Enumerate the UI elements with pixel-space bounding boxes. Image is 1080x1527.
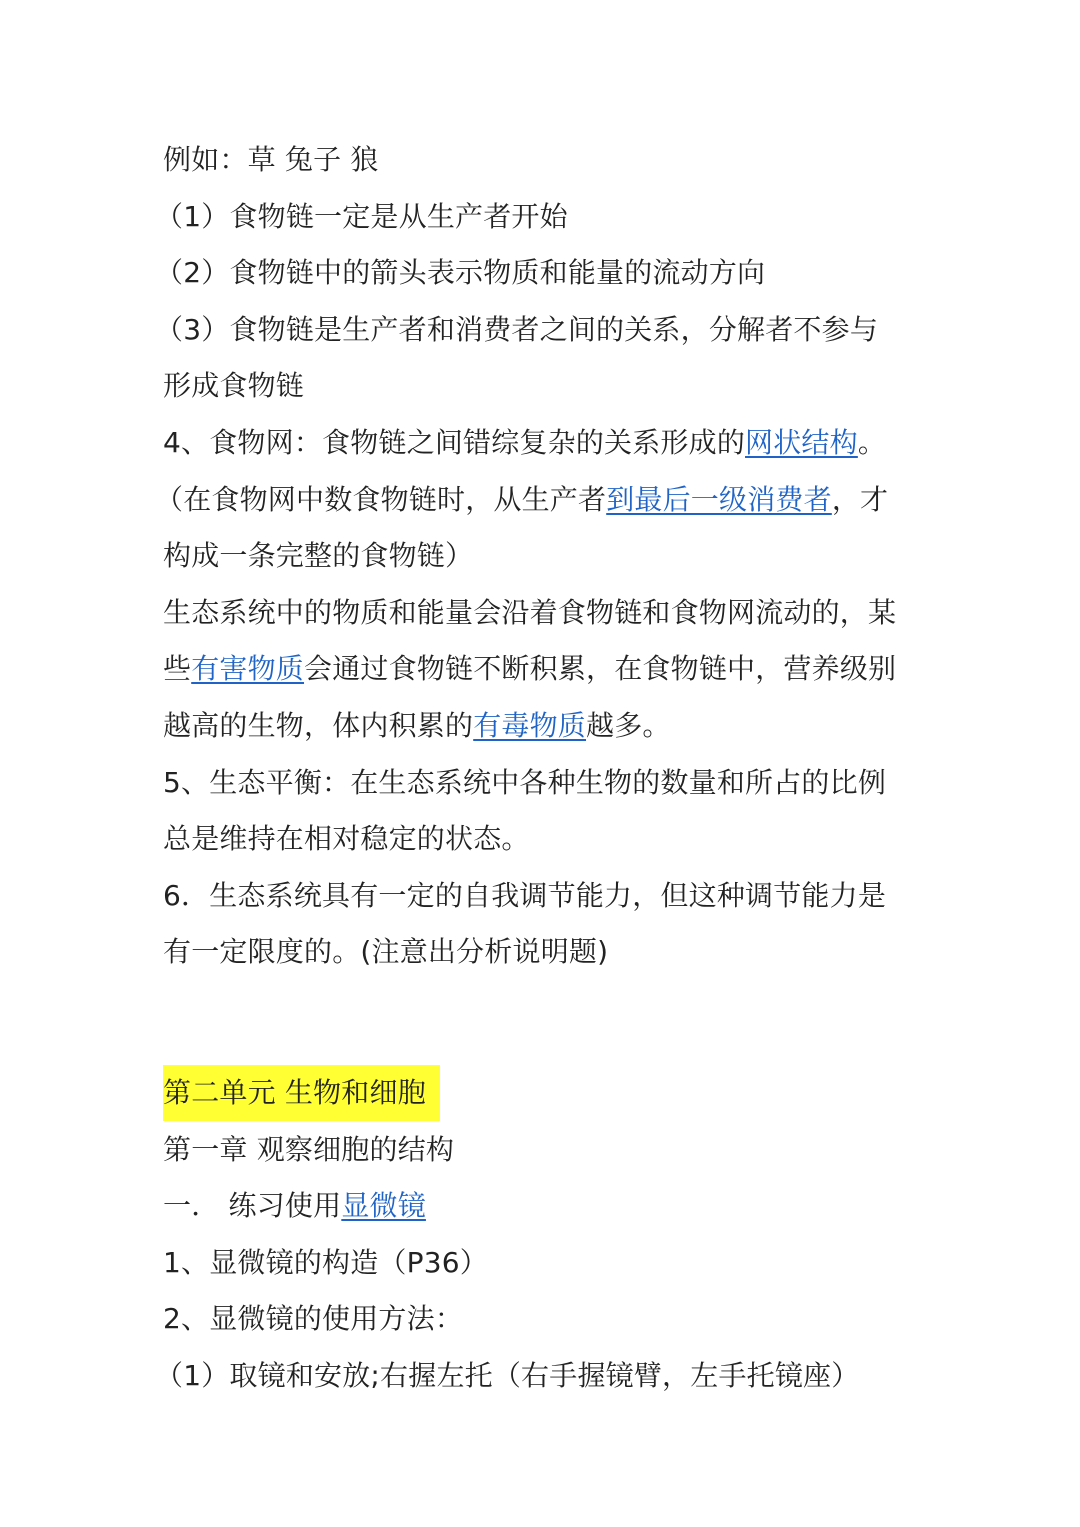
microscope-usage: 2、显微镜的使用方法： (163, 1302, 464, 1336)
food-web-definition (163, 415, 923, 472)
counting-note-text: （在食物网中数食物链时，从生产者 (155, 482, 607, 516)
example-line: 例如：草 兔子 狼 (163, 143, 379, 176)
link-microscope[interactable]: 显微镜 (341, 1189, 426, 1223)
regulation-line-2: 有一定限度的。(注意出分析说明题) (163, 935, 609, 969)
food-web-suffix: 。 (857, 425, 887, 459)
unit-title: 第二单元 生物和细胞 (163, 1065, 440, 1121)
flow-line-3-suffix: 越多。 (586, 708, 671, 742)
unit-heading-row (163, 1065, 923, 1122)
food-chain-rule-1: （1）食物链一定是从生产者开始 (155, 199, 568, 233)
counting-note-suffix: ，才 (831, 482, 889, 516)
flow-line-3-prefix: 越高的生物，体内积累的 (163, 708, 474, 742)
flow-line-2 (163, 641, 923, 698)
section-gap (163, 981, 923, 1065)
food-chain-rule-2: （2）食物链中的箭头表示物质和能量的流动方向 (155, 256, 766, 290)
document-page (155, 132, 923, 1404)
link-harmful-substances[interactable]: 有害物质 (191, 652, 305, 686)
flow-line-1: 生态系统中的物质和能量会沿着食物链和食物网流动的，某 (163, 595, 897, 629)
link-web-structure[interactable]: 网状结构 (745, 425, 858, 459)
balance-line-1: 5、生态平衡：在生态系统中各种生物的数量和所占的比例 (163, 765, 887, 799)
section-title-prefix: 一． 练习使用 (163, 1189, 342, 1223)
flow-line-2-suffix: 会通过食物链不断积累，在食物链中，营养级别 (304, 652, 897, 686)
microscope-structure: 1、显微镜的构造（P36） (163, 1245, 488, 1279)
flow-line-3 (163, 698, 923, 755)
microscope-step-1: （1）取镜和安放;右握左托（右手握镜臂，左手托镜座） (155, 1358, 860, 1392)
food-chain-rule-3-line-2: 形成食物链 (163, 369, 305, 403)
flow-line-2-prefix: 些 (163, 652, 192, 686)
section-title (163, 1178, 923, 1235)
food-web-text: 4、食物网：食物链之间错综复杂的关系形成的 (163, 425, 746, 459)
regulation-line-1: 6．生态系统具有一定的自我调节能力，但这种调节能力是 (163, 878, 887, 912)
link-toxic-substances[interactable]: 有毒物质 (473, 708, 587, 742)
food-chain-rule-3-line-1: （3）食物链是生产者和消费者之间的关系，分解者不参与 (155, 312, 879, 346)
link-last-consumer[interactable]: 到最后一级消费者 (606, 482, 832, 516)
chapter-title: 第一章 观察细胞的结构 (163, 1132, 455, 1166)
counting-note-line-1 (155, 472, 923, 529)
counting-note-line-2: 构成一条完整的食物链） (163, 539, 474, 573)
balance-line-2: 总是维持在相对稳定的状态。 (163, 822, 530, 856)
